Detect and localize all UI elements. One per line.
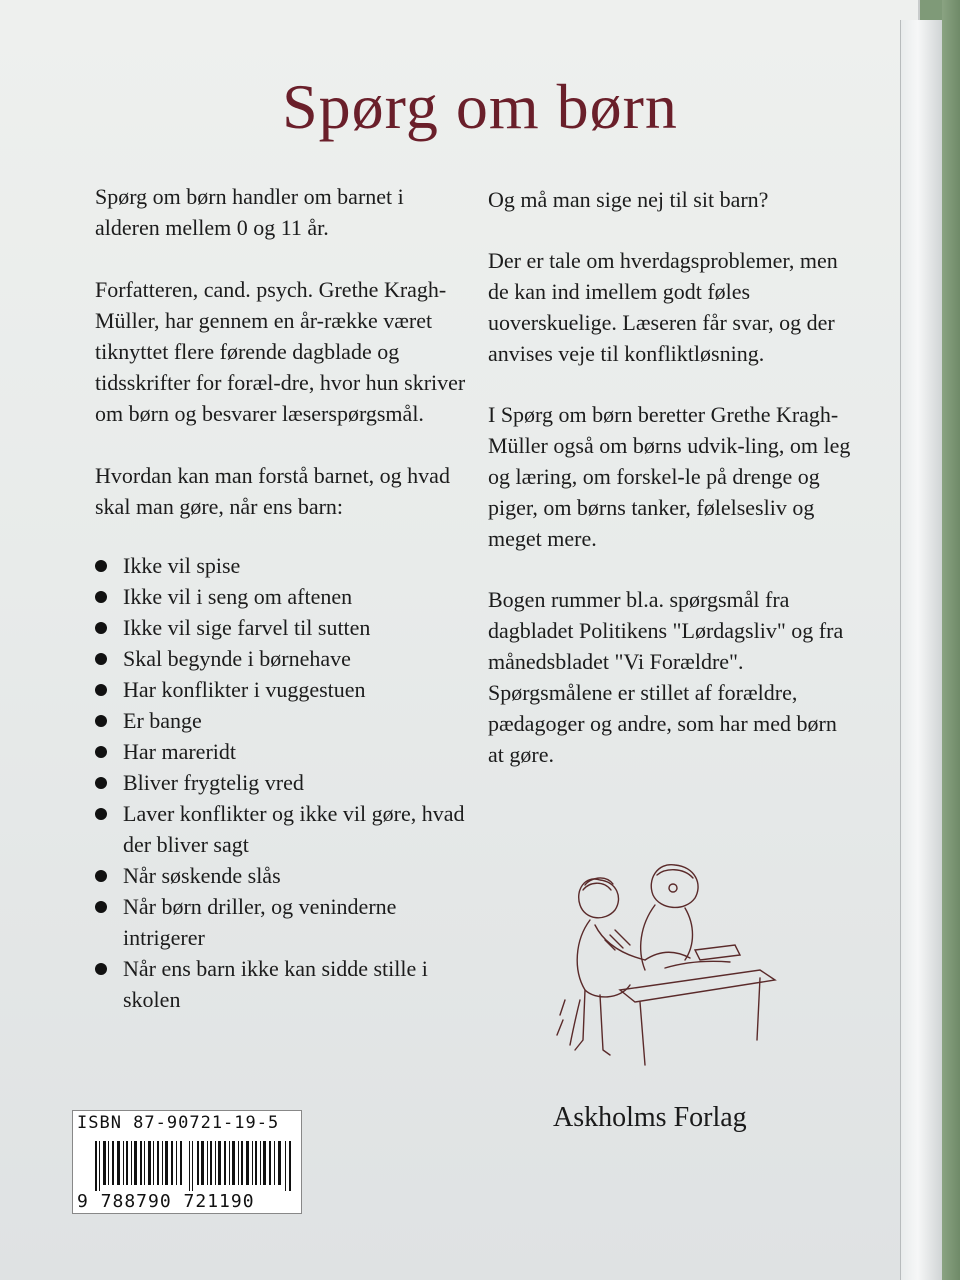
publisher-name: Askholms Forlag xyxy=(553,1102,747,1133)
list-item: Ikke vil spise xyxy=(95,550,470,581)
left-column xyxy=(95,181,470,1015)
question-paragraph: Hvordan kan man forstå barnet, og hvad skal man gøre, når ens barn: xyxy=(95,463,450,519)
background-surface xyxy=(942,0,960,1280)
author-paragraph: Forfatteren, cand. psych. Grethe Kragh-Müller, har gennem en år-række været tiknyttet flere førende dagblade og tidsskrifter for foræl-dre, hvor hun skriver om børn og besvarer læserspørgsmål. xyxy=(95,277,466,426)
list-item: Når ens barn ikke kan sidde stille i skolen xyxy=(95,953,470,1015)
list-item: Når børn driller, og veninderne intrigerer xyxy=(95,891,470,953)
list-item: Laver konflikter og ikke vil gøre, hvad der bliver sagt xyxy=(95,798,470,860)
contents-paragraph: Bogen rummer bl.a. spørgsmål fra dagbladet Politikens "Lørdagsliv" og fra månedsbladet "Vi Forældre". Spørgsmålene er stillet af forældre, pædagoger og andre, som har med børn at gøre. xyxy=(488,587,844,767)
question-no-paragraph: Og må man sige nej til sit barn? xyxy=(488,187,769,212)
barcode-number: 9 788790 721190 xyxy=(77,1191,255,1212)
list-item: Ikke vil sige farvel til sutten xyxy=(95,612,470,643)
list-item: Når søskende slås xyxy=(95,860,470,891)
right-column xyxy=(488,184,858,800)
intro-paragraph: Spørg om børn handler om barnet i alderen mellem 0 og 11 år. xyxy=(95,184,404,240)
topic-list xyxy=(95,550,470,1015)
barcode xyxy=(93,1141,293,1191)
children-sketch-illustration xyxy=(545,850,785,1080)
book-title: Spørg om børn xyxy=(282,71,678,142)
development-paragraph: I Spørg om børn beretter Grethe Kragh-Müller også om børns udvik-ling, om leg og læring, om forskel-le på drenge og piger, om børns tanker, følelsesliv og meget mere. xyxy=(488,402,851,551)
list-item: Bliver frygtelig vred xyxy=(95,767,470,798)
book-spine xyxy=(900,20,943,1280)
list-item: Har mareridt xyxy=(95,736,470,767)
barcode-label xyxy=(72,1110,302,1214)
list-item: Har konflikter i vuggestuen xyxy=(95,674,470,705)
isbn-text: ISBN 87-90721-19-5 xyxy=(77,1113,280,1133)
list-item: Skal begynde i børnehave xyxy=(95,643,470,674)
everyday-problems-paragraph: Der er tale om hverdagsproblemer, men de kan ind imellem godt føles uoverskuelige. Læseren får svar, og der anvises veje til konfliktløsning. xyxy=(488,248,838,366)
list-item: Er bange xyxy=(95,705,470,736)
list-item: Ikke vil i seng om aftenen xyxy=(95,581,470,612)
